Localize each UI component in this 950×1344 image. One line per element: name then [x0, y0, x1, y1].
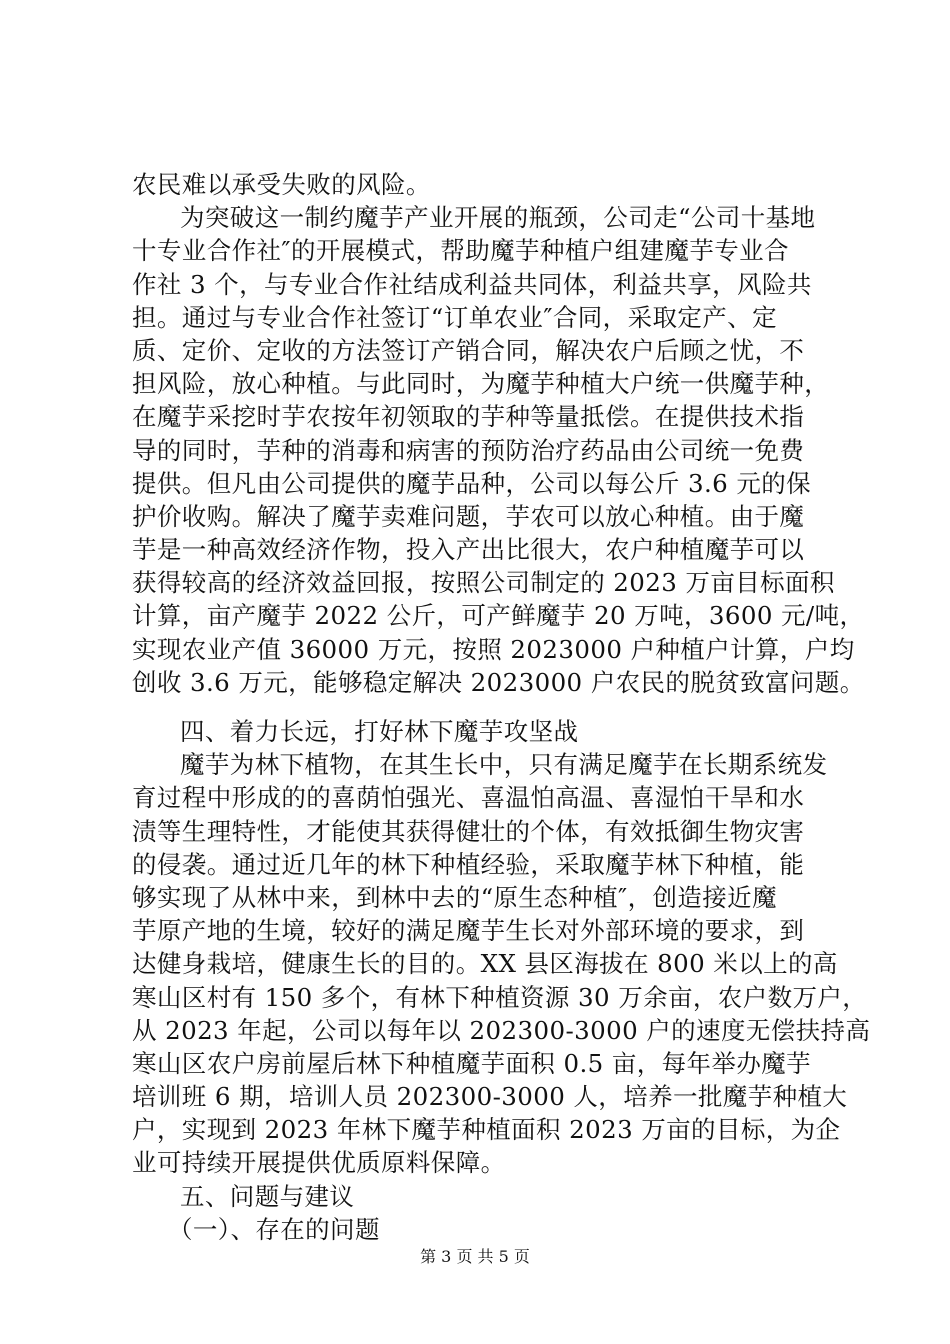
text-line: 户，实现到 2023 年林下魔芋种植面积 2023 万亩的目标，为企	[132, 1115, 841, 1145]
text-line: 培训班 6 期，培训人员 202300-3000 人，培养一批魔芋种植大	[132, 1082, 848, 1112]
page-number: 第 3 页 共 5 页	[420, 1247, 530, 1266]
text-line: 质、定价、定收的方法签订产销合同，解决农户后顾之忧，不	[132, 335, 805, 365]
text-line: 担风险，放心种植。与此同时，为魔芋种植大户统一供魔芋种，	[132, 369, 830, 399]
text-line: 计算，亩产魔芋 2022 公斤，可产鲜魔芋 20 万吨，3600 元/吨，	[132, 601, 865, 631]
section-gap	[132, 699, 852, 715]
text-line: 获得较高的经济效益回报，按照公司制定的 2023 万亩目标面积	[132, 568, 835, 598]
text-line: 在魔芋采挖时芋农按年初领取的芋种等量抵偿。在提供技术指	[132, 402, 805, 432]
paragraph-start: 魔芋为林下植物，在其生长中，只有满足魔芋在长期系统发	[180, 750, 828, 780]
text-line: 十专业合作社″的开展模式，帮助魔芋种植户组建魔芋专业合	[132, 236, 789, 266]
text-line: 够实现了从林中来，到林中去的“原生态种植″，创造接近魔	[132, 882, 777, 912]
text-line: 渍等生理特性，才能使其获得健壮的个体，有效抵御生物灾害	[132, 816, 805, 846]
text-line: 从 2023 年起，公司以每年以 202300-3000 户的速度无偿扶持高	[132, 1015, 871, 1045]
text-line: 的侵袭。通过近几年的林下种植经验，采取魔芋林下种植，能	[132, 849, 805, 879]
text-line: 护价收购。解决了魔芋卖难问题，芋农可以放心种植。由于魔	[132, 501, 805, 531]
text-line: 担。通过与专业合作社签订“订单农业″合同，采取定产、定	[132, 302, 777, 332]
paragraph-start: 为突破这一制约魔芋产业开展的瓶颈，公司走“公司十基地	[180, 203, 816, 233]
text-line: 寒山区村有 150 多个，有林下种植资源 30 万余亩，农户数万户，	[132, 982, 868, 1012]
text-line: 芋原产地的生境，较好的满足魔芋生长对外部环境的要求，到	[132, 916, 805, 946]
text-line: 农民难以承受失败的风险。	[132, 170, 431, 199]
text-line: 达健身栽培，健康生长的目的。XX 县区海拔在 800 米以上的高	[132, 949, 838, 979]
text-line: 实现农业产值 36000 万元，按照 2023000 户种植户计算，户均	[132, 634, 855, 664]
text-line: 业可持续开展提供优质原料保障。	[132, 1148, 506, 1178]
section-heading-5: 五、问题与建议	[180, 1181, 355, 1211]
text-line: 育过程中形成的的喜荫怕强光、喜温怕高温、喜湿怕干旱和水	[132, 783, 805, 813]
text-line: 寒山区农户房前屋后林下种植魔芋面积 0.5 亩，每年举办魔芋	[132, 1048, 812, 1078]
document-body	[132, 168, 871, 1246]
subsection-heading: （一）、存在的问题	[168, 1214, 380, 1244]
text-line: 作社 3 个，与专业合作社结成利益共同体，利益共享，风险共	[132, 269, 812, 299]
text-line: 提供。但凡由公司提供的魔芋品种，公司以每公斤 3.6 元的保	[132, 468, 812, 498]
text-line: 创收 3.6 万元，能够稳定解决 2023000 户农民的脱贫致富问题。	[132, 667, 865, 697]
page-footer	[0, 1244, 950, 1267]
section-heading-4: 四、着力长远，打好林下魔芋攻坚战	[180, 717, 579, 746]
text-line: 芋是一种高效经济作物，投入产出比很大，农户种植魔芋可以	[132, 535, 805, 565]
text-line: 导的同时，芋种的消毒和病害的预防治疗药品由公司统一免费	[132, 435, 805, 465]
